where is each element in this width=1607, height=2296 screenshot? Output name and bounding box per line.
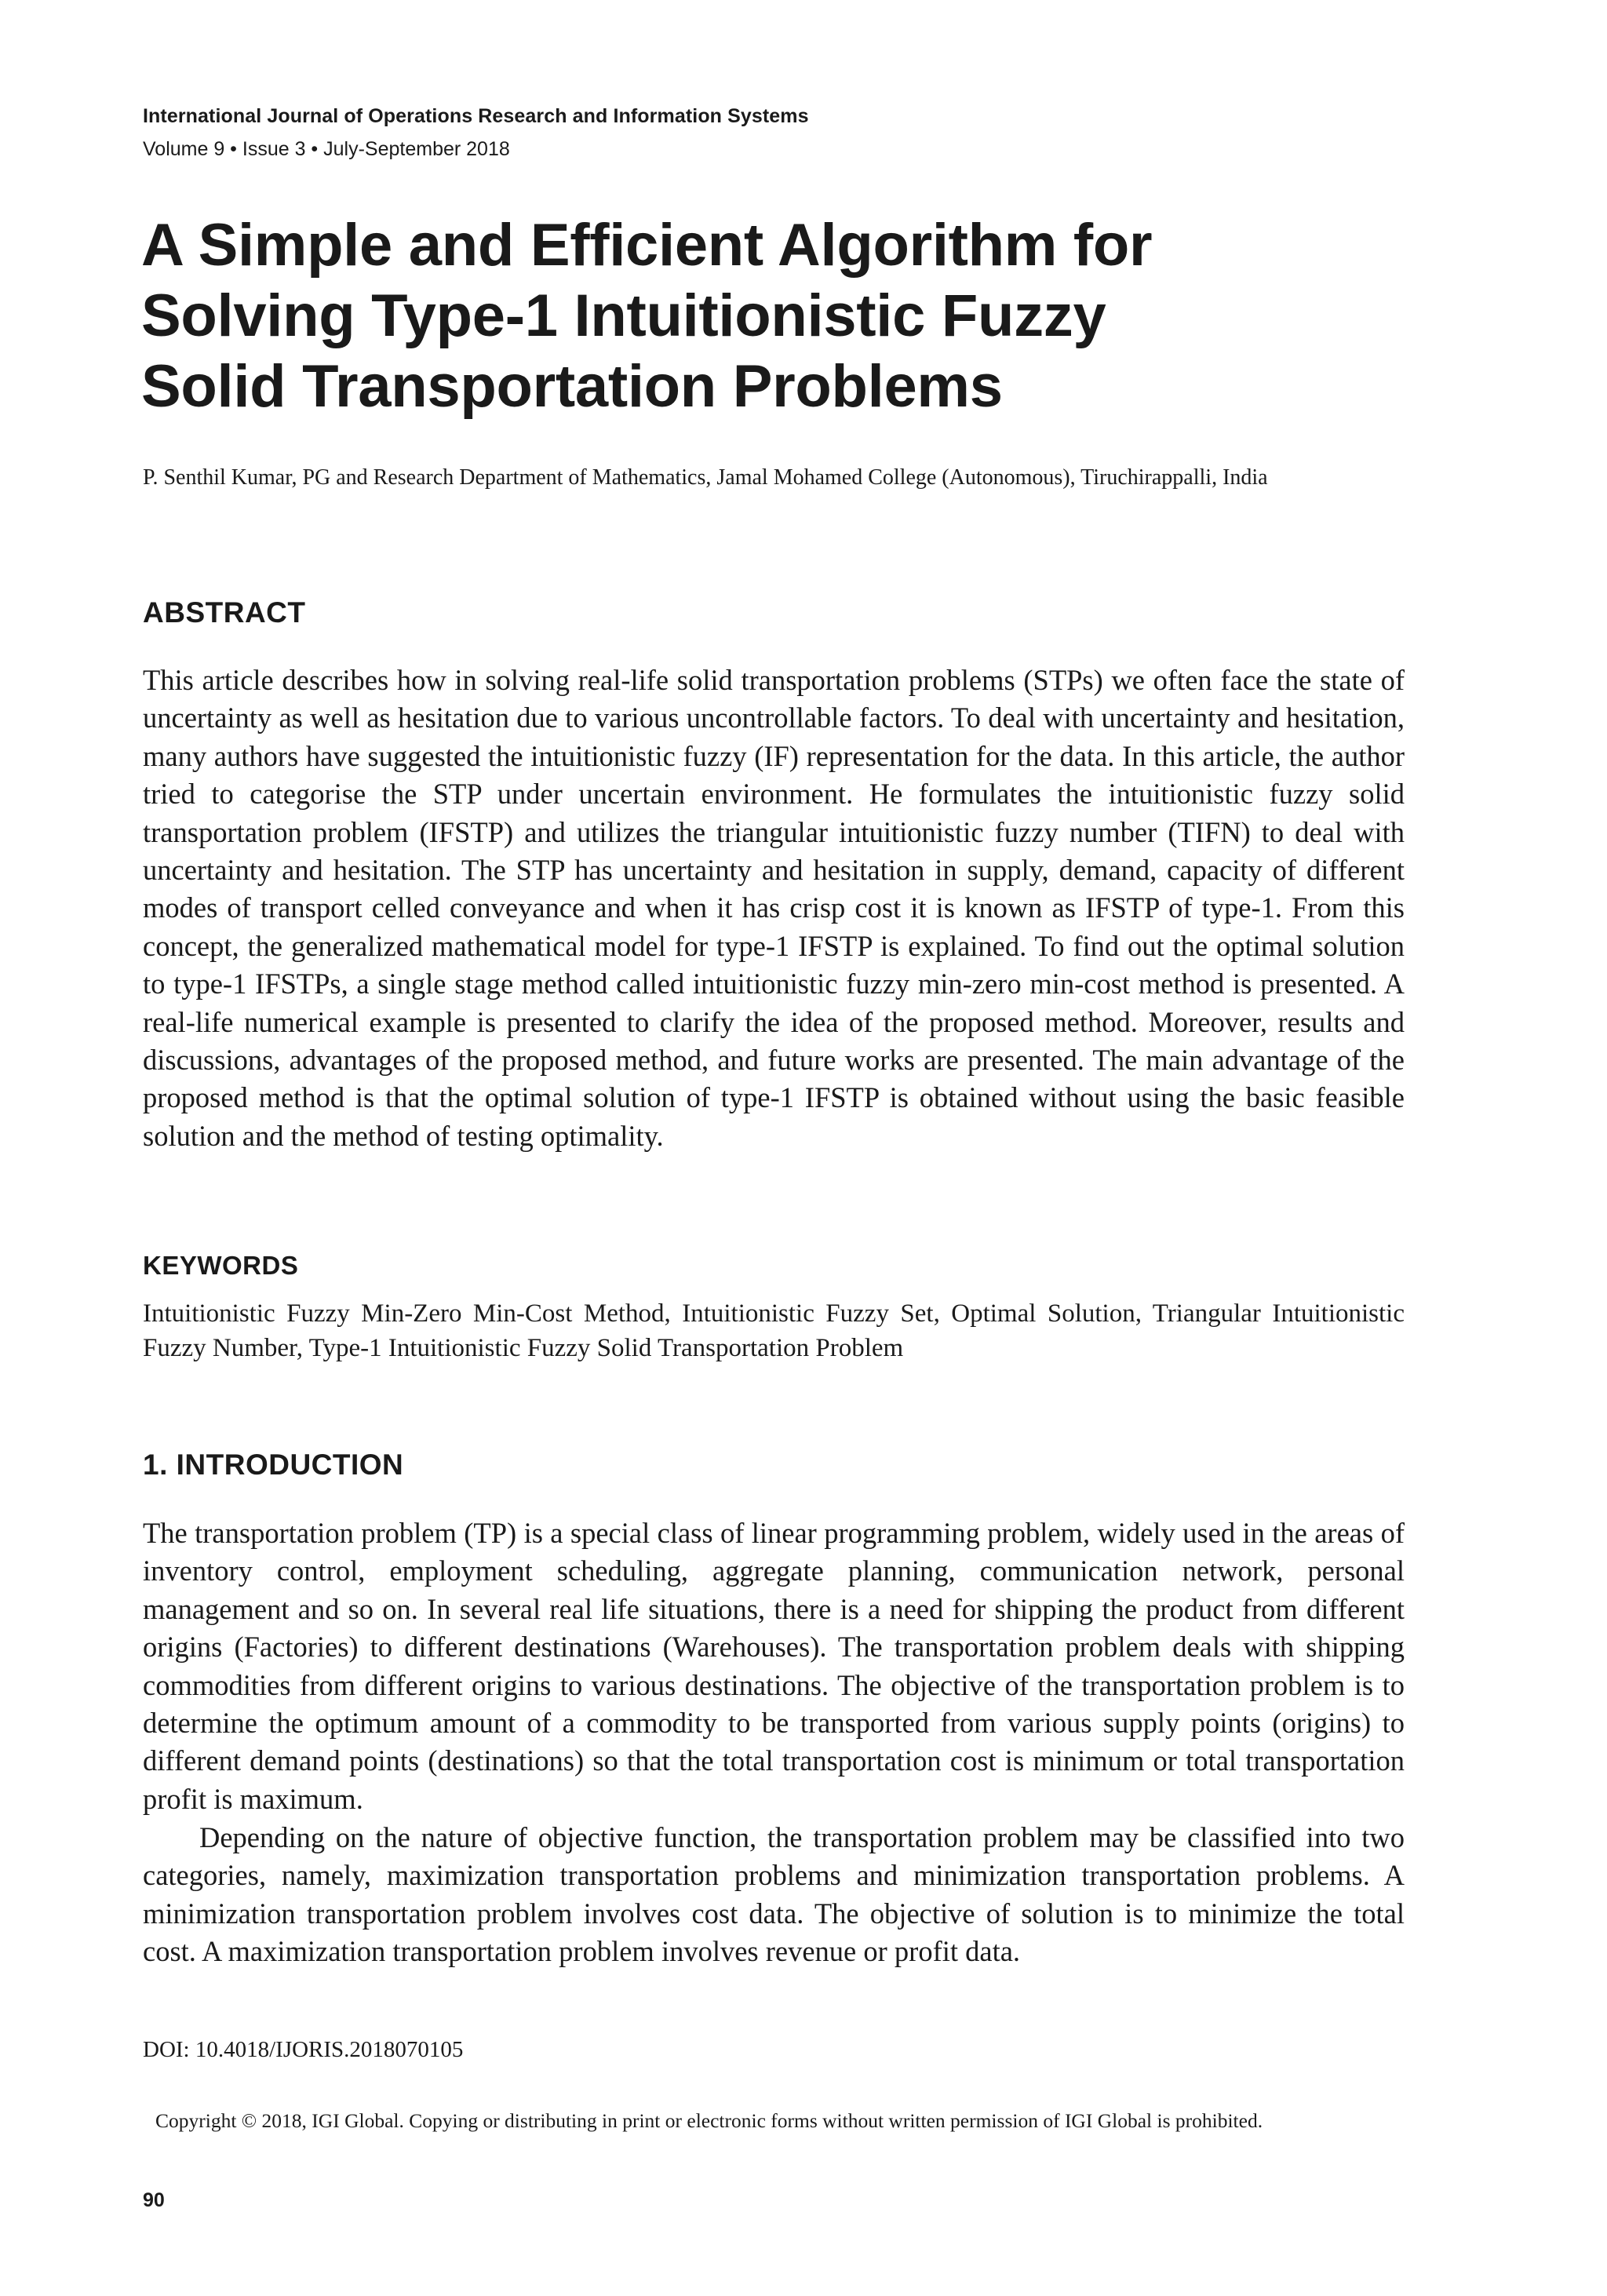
keywords-heading: KEYWORDS — [143, 1251, 299, 1280]
copyright-notice: Copyright © 2018, IGI Global. Copying or distributing in print or electronic forms without written permission of IGI Global is prohibited. — [155, 2109, 1263, 2132]
journal-issue: Volume 9 • Issue 3 • July-September 2018 — [143, 138, 510, 160]
introduction-paragraph-2: Depending on the nature of objective function, the transportation problem may be classified into two categories, namely, maximization transportation problems and minimization transportation problems. A minimization transportation problem involves cost data. The objective of solution is to minimize the total cost. A maximization transportation problem involves revenue or profit data. — [143, 1821, 1405, 1968]
abstract-text: This article describes how in solving real-life solid transportation problems (STPs) we often face the state of uncertainty as well as hesitation due to various uncontrollable factors. To deal with uncertainty and hesitation, many authors have suggested the intuitionistic fuzzy (IF) representation for the data. In this article, the author tried to categorise the STP under uncertain environment. He formulates the intuitionistic fuzzy solid transportation problem (IFSTP) and utilizes the triangular intuitionistic fuzzy number (TIFN) to deal with uncertainty and hesitation. The STP has uncertainty and hesitation in supply, demand, capacity of different modes of transport celled conveyance and when it has crisp cost it is known as IFSTP of type-1. From this concept, the generalized mathematical model for type-1 IFSTP is explained. To find out the optimal solution to type-1 IFSTPs, a single stage method called intuitionistic fuzzy min-zero min-cost method is presented. A real-life numerical example is presented to clarify the idea of the proposed method. Moreover, results and discussions, advantages of the proposed method, and future works are presented. The main advantage of the proposed method is that the optimal solution of type-1 IFSTP is obtained without using the basic feasible solution and the method of testing optimality. — [143, 664, 1405, 1152]
author-affiliation: P. Senthil Kumar, PG and Research Department of Mathematics, Jamal Mohamed College (Autonomous), Tiruchirappalli, India — [143, 465, 1268, 490]
journal-name: International Journal of Operations Research and Information Systems — [143, 105, 809, 127]
doi: DOI: 10.4018/IJORIS.2018070105 — [143, 2037, 464, 2062]
article-title — [141, 210, 1475, 422]
keywords-text: Intuitionistic Fuzzy Min-Zero Min-Cost Method, Intuitionistic Fuzzy Set, Optimal Solution, Triangular Intuitionistic Fuzzy Number, Type-1 Intuitionistic Fuzzy Solid Transportation Problem — [143, 1299, 1405, 1362]
title-line: Solid Transportation Problems — [141, 353, 1003, 420]
page-number: 90 — [143, 2189, 165, 2211]
introduction-heading: 1. INTRODUCTION — [143, 1449, 404, 1481]
abstract-heading: ABSTRACT — [143, 596, 306, 629]
introduction-paragraph-1: The transportation problem (TP) is a special class of linear programming problem, widely used in the areas of inventory control, employment scheduling, aggregate planning, communication network, personal management and so on. In several real life situations, there is a need for shipping the product from different origins (Factories) to different destinations (Warehouses). The transportation problem deals with shipping commodities from different origins to various destinations. The objective of the transportation problem is to determine the optimum amount of a commodity to be transported from various supply points (origins) to different demand points (destinations) so that the total transportation cost is minimum or total transportation profit is maximum. — [143, 1517, 1405, 1815]
title-line: Solving Type-1 Intuitionistic Fuzzy — [141, 282, 1106, 349]
title-line: A Simple and Efficient Algorithm for — [141, 212, 1153, 279]
